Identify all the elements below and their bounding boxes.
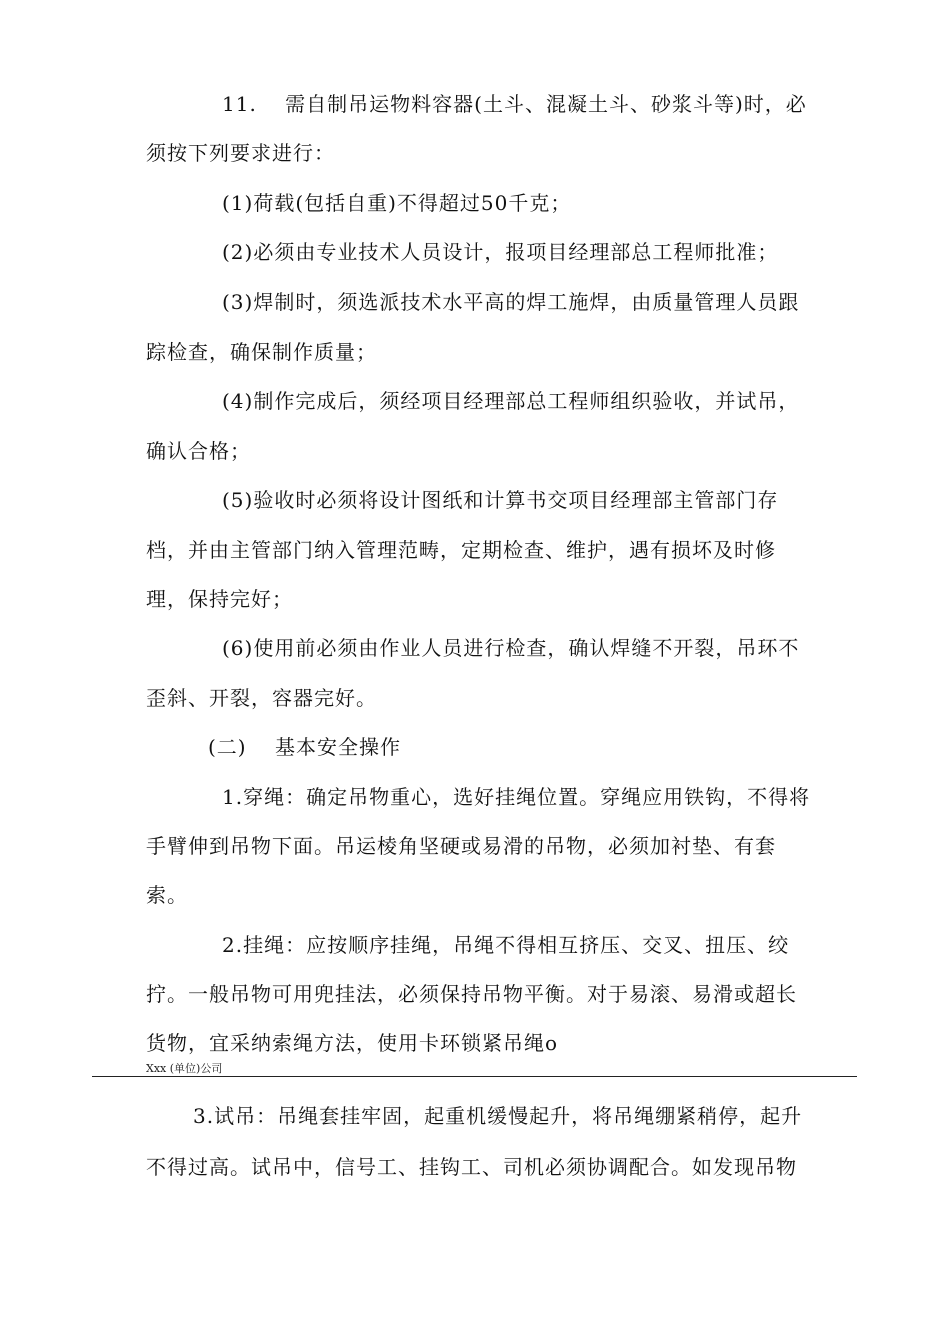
text-line: 不得过高。试吊中，信号工、挂钩工、司机必须协调配合。如发现吊物 — [146, 1155, 797, 1179]
text-line: 11. 需自制吊运物料容器(土斗、混凝土斗、砂浆斗等)时，必 — [222, 92, 807, 116]
text-line: 索。 — [146, 883, 188, 907]
text-line: 2.挂绳：应按顺序挂绳，吊绳不得相互挤压、交叉、扭压、绞 — [222, 933, 790, 957]
text-line: 档，并由主管部门纳入管理范畴，定期检查、维护，遇有损坏及时修 — [146, 538, 776, 562]
text-line: 确认合格； — [146, 439, 251, 463]
text-line: (4)制作完成后，须经项目经理部总工程师组织验收，并试吊， — [222, 389, 800, 413]
text-line: 踪检查，确保制作质量； — [146, 340, 377, 364]
text-line: 歪斜、开裂，容器完好。 — [146, 686, 377, 710]
text-line: (1)荷载(包括自重)不得超过50千克； — [222, 191, 572, 215]
text-line: (3)焊制时，须选派技术水平高的焊工施焊，由质量管理人员跟 — [222, 290, 800, 314]
text-line: (2)必须由专业技术人员设计，报项目经理部总工程师批准； — [222, 240, 779, 264]
section-heading: (二) 基本安全操作 — [208, 735, 401, 759]
text-line: 手臂伸到吊物下面。吊运棱角坚硬或易滑的吊物，必须加衬垫、有套 — [146, 834, 776, 858]
text-line: (5)验收时必须将设计图纸和计算书交项目经理部主管部门存 — [222, 488, 779, 512]
text-line: 货物，宜采纳索绳方法，使用卡环锁紧吊绳o — [146, 1031, 559, 1055]
text-line: 1.穿绳：确定吊物重心，选好挂绳位置。穿绳应用铁钩，不得将 — [222, 785, 811, 809]
text-line: 拧。一般吊物可用兜挂法，必须保持吊物平衡。对于易滚、易滑或超长 — [146, 982, 797, 1006]
text-line: 须按下列要求进行： — [146, 141, 335, 165]
footer-divider — [92, 1076, 857, 1077]
text-line: 3.试吊：吊绳套挂牢固，起重机缓慢起升，将吊绳绷紧稍停，起升 — [193, 1104, 803, 1128]
page-footer: Xxx (单位)公司 — [146, 1062, 223, 1075]
text-line: (6)使用前必须由作业人员进行检查，确认焊缝不开裂，吊环不 — [222, 636, 800, 660]
text-line: 理，保持完好； — [146, 587, 293, 611]
